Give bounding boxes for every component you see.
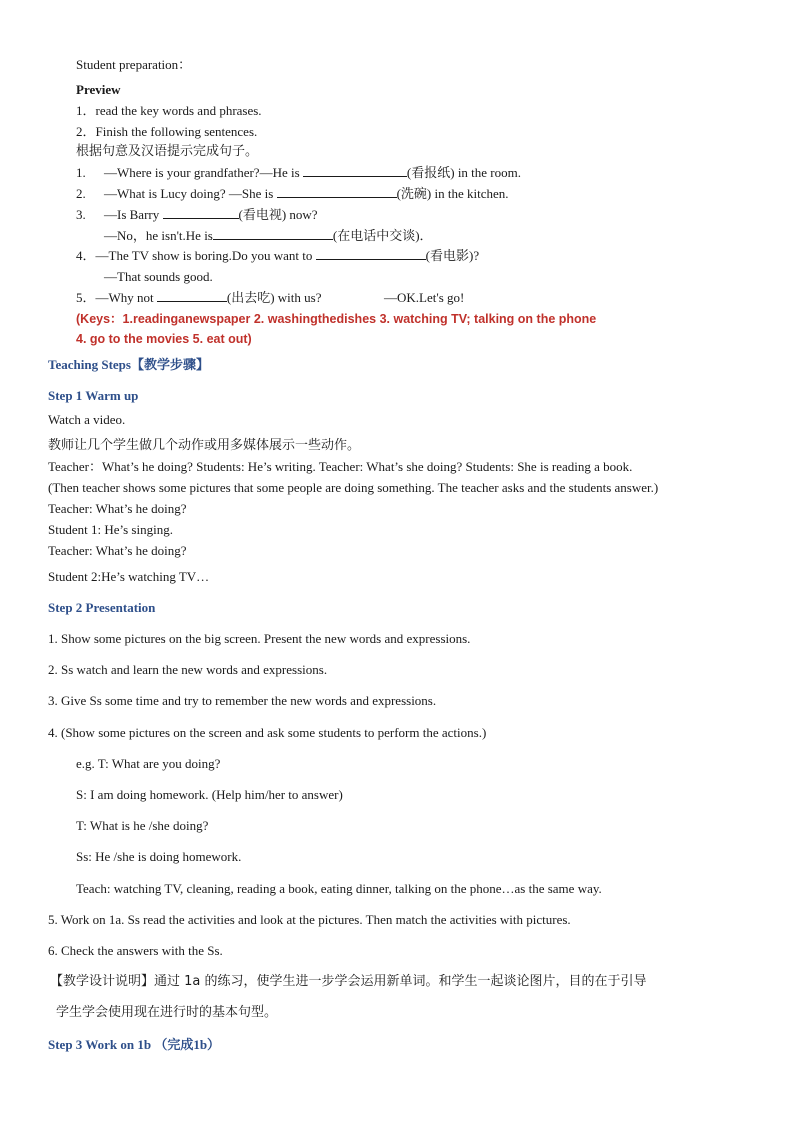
step-1-line: Student 1: He’s singing.	[48, 522, 173, 537]
design-note: 学生学会使用现在进行时的基本句型。	[56, 1005, 278, 1020]
sentence-1: 1. —Where is your grandfather?—He is (看报纸) in the room.	[76, 165, 521, 180]
sentence-4: 4．—The TV show is boring.Do you want to (看电影)?	[76, 248, 480, 263]
prep-instruction: 根据句意及汉语提示完成句子。	[76, 144, 259, 159]
dialogue-line: T: What is he /she doing?	[76, 818, 209, 833]
answer-blank[interactable]	[316, 247, 426, 260]
step-2-line: 4. (Show some pictures on the screen and ask some students to perform the actions.)	[48, 725, 487, 740]
step-3-heading: Step 3 Work on 1b （完成1b）	[48, 1037, 221, 1052]
dialogue-line: Teach: watching TV, cleaning, reading a book, eating dinner, talking on the phone…as the same way.	[76, 881, 602, 896]
answer-keys-line-2: 4. go to the movies 5. eat out)	[76, 332, 252, 346]
preview-heading: Preview	[76, 82, 121, 97]
sentence-5-reply: —OK.Let's go!	[384, 290, 465, 305]
step-1-line: (Then teacher shows some pictures that some people are doing something. The teacher asks and the students answer.)	[48, 480, 659, 495]
answer-keys-line-1: (Keys：1.readinganewspaper 2. washingthedishes 3. watching TV; talking on the phone	[76, 312, 597, 326]
step-2-line: 1. Show some pictures on the big screen. Present the new words and expressions.	[48, 631, 471, 646]
step-2-line: 2. Ss watch and learn the new words and expressions.	[48, 662, 328, 677]
step-1-heading: Step 1 Warm up	[48, 388, 139, 403]
step-1-line: Teacher: What’s he doing?	[48, 501, 187, 516]
step-1-line: Teacher: What’s he doing?	[48, 543, 187, 558]
sentence-2: 2. —What is Lucy doing? —She is (洗碗) in the kitchen.	[76, 186, 509, 201]
sentence-4-reply: —That sounds good.	[104, 269, 213, 284]
step-2-line: 6. Check the answers with the Ss.	[48, 943, 223, 958]
dialogue-line: S: I am doing homework. (Help him/her to answer)	[76, 787, 343, 802]
step-1-line: 教师让几个学生做几个动作或用多媒体展示一些动作。	[48, 438, 361, 453]
step-1-line: Watch a video.	[48, 412, 126, 427]
answer-blank[interactable]	[277, 185, 397, 198]
step-1-line: Teacher：What’s he doing? Students: He’s writing. Teacher: What’s she doing? Students: She is reading a book.	[48, 459, 633, 474]
prep-item-1: 1．read the key words and phrases.	[76, 103, 262, 118]
prep-item-2: 2．Finish the following sentences.	[76, 124, 258, 139]
prep-title: Student preparation：	[76, 57, 192, 72]
step-2-line: 3. Give Ss some time and try to remember the new words and expressions.	[48, 693, 437, 708]
step-2-heading: Step 2 Presentation	[48, 600, 156, 615]
dialogue-line: e.g. T: What are you doing?	[76, 756, 221, 771]
dialogue-line: Ss: He /she is doing homework.	[76, 849, 242, 864]
step-2-line: 5. Work on 1a. Ss read the activities and look at the pictures. Then match the activities with pictures.	[48, 912, 571, 927]
design-note: 【教学设计说明】通过 1a 的练习，使学生进一步学会运用新单词。和学生一起谈论图片，目的在于引导	[50, 974, 647, 989]
sentence-3-reply: —No，he isn't.He is (在电话中交谈)．	[104, 228, 433, 243]
answer-blank[interactable]	[157, 289, 227, 302]
sentence-3-number: 3.	[76, 207, 86, 222]
sentence-3: 3. —Is Barry (看电视) now?	[76, 207, 318, 222]
step-1-line: Student 2:He’s watching TV…	[48, 569, 210, 584]
sentence-2-number: 2.	[76, 186, 86, 201]
teaching-steps-heading: Teaching Steps【教学步骤】	[48, 357, 209, 372]
sentence-5: 5．—Why not (出去吃) with us?	[76, 290, 322, 305]
answer-blank[interactable]	[213, 227, 333, 240]
answer-blank[interactable]	[303, 164, 407, 177]
sentence-1-number: 1.	[76, 165, 86, 180]
answer-blank[interactable]	[163, 206, 239, 219]
